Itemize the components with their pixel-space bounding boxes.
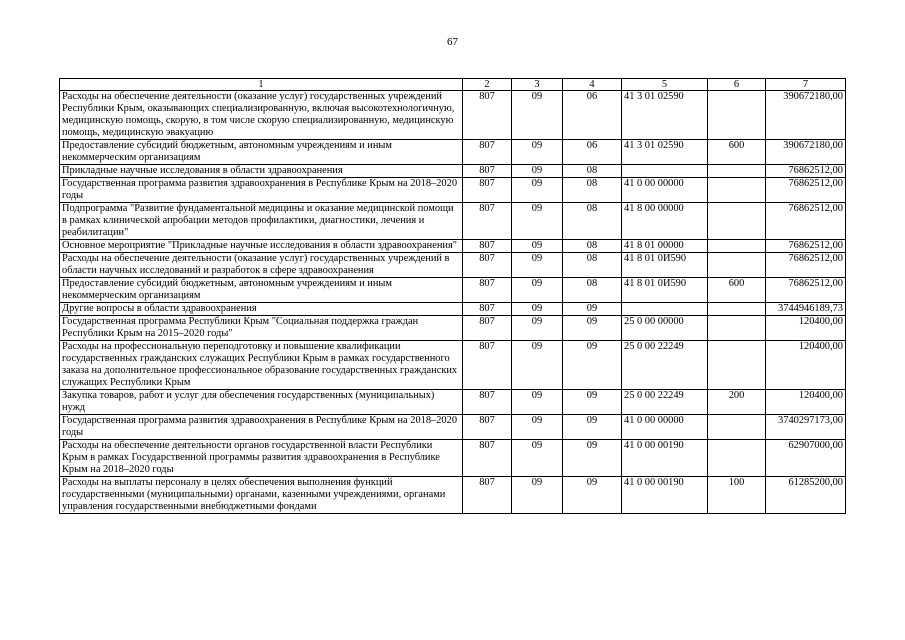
row-amount: 120400,00 (766, 390, 846, 415)
row-amount: 76862512,00 (766, 203, 846, 240)
row-subsection-code: 09 (563, 477, 622, 514)
table-row (60, 316, 846, 341)
row-target-code: 25 0 00 22249 (622, 341, 708, 390)
row-ministry-code: 807 (463, 440, 512, 477)
row-amount: 76862512,00 (766, 165, 846, 178)
row-ministry-code: 807 (463, 390, 512, 415)
row-section-code: 09 (512, 316, 563, 341)
row-section-code: 09 (512, 253, 563, 278)
table-row (60, 91, 846, 140)
header-col-5: 5 (622, 79, 708, 91)
row-section-code: 09 (512, 278, 563, 303)
row-section-code: 09 (512, 303, 563, 316)
row-ministry-code: 807 (463, 278, 512, 303)
row-target-code (622, 165, 708, 178)
row-ministry-code: 807 (463, 178, 512, 203)
row-target-code: 41 8 00 00000 (622, 203, 708, 240)
row-name: Закупка товаров, работ и услуг для обеспечения государственных (муниципальных) нужд (60, 390, 463, 415)
row-amount: 61285200,00 (766, 477, 846, 514)
row-subsection-code: 06 (563, 140, 622, 165)
header-col-4: 4 (563, 79, 622, 91)
header-col-7: 7 (766, 79, 846, 91)
row-section-code: 09 (512, 178, 563, 203)
row-amount: 76862512,00 (766, 240, 846, 253)
row-target-code: 25 0 00 00000 (622, 316, 708, 341)
row-expense-type: 600 (708, 278, 766, 303)
row-section-code: 09 (512, 203, 563, 240)
row-expense-type (708, 203, 766, 240)
row-section-code: 09 (512, 140, 563, 165)
row-target-code: 41 0 00 00000 (622, 178, 708, 203)
table-row (60, 253, 846, 278)
row-expense-type (708, 165, 766, 178)
row-amount: 76862512,00 (766, 253, 846, 278)
table-row (60, 240, 846, 253)
row-expense-type (708, 240, 766, 253)
header-col-2: 2 (463, 79, 512, 91)
row-target-code: 41 0 00 00190 (622, 477, 708, 514)
row-expense-type (708, 253, 766, 278)
row-target-code: 41 3 01 02590 (622, 91, 708, 140)
row-ministry-code: 807 (463, 140, 512, 165)
row-amount: 76862512,00 (766, 278, 846, 303)
row-name: Государственная программа развития здравоохранения в Республике Крым на 2018–2020 годы (60, 178, 463, 203)
row-ministry-code: 807 (463, 253, 512, 278)
row-ministry-code: 807 (463, 341, 512, 390)
table-row (60, 140, 846, 165)
row-ministry-code: 807 (463, 240, 512, 253)
row-target-code (622, 303, 708, 316)
row-section-code: 09 (512, 341, 563, 390)
row-subsection-code: 06 (563, 91, 622, 140)
row-target-code: 41 8 01 00000 (622, 240, 708, 253)
row-name: Предоставление субсидий бюджетным, автономным учреждениям и иным некоммерческим организациям (60, 140, 463, 165)
row-subsection-code: 08 (563, 178, 622, 203)
row-amount: 3744946189,73 (766, 303, 846, 316)
row-section-code: 09 (512, 440, 563, 477)
row-expense-type: 600 (708, 140, 766, 165)
row-expense-type (708, 91, 766, 140)
row-expense-type (708, 415, 766, 440)
row-amount: 120400,00 (766, 316, 846, 341)
row-amount: 76862512,00 (766, 178, 846, 203)
row-ministry-code: 807 (463, 316, 512, 341)
row-subsection-code: 08 (563, 253, 622, 278)
row-section-code: 09 (512, 165, 563, 178)
row-amount: 390672180,00 (766, 91, 846, 140)
table-row (60, 203, 846, 240)
table-row (60, 415, 846, 440)
table-row (60, 440, 846, 477)
row-amount: 120400,00 (766, 341, 846, 390)
header-col-3: 3 (512, 79, 563, 91)
table-row (60, 165, 846, 178)
header-col-6: 6 (708, 79, 766, 91)
row-amount: 62907000,00 (766, 440, 846, 477)
row-name: Расходы на обеспечение деятельности (оказание услуг) государственных учреждений в области научных исследований и разработок в сфере здравоохранения (60, 253, 463, 278)
row-target-code: 41 8 01 0И590 (622, 253, 708, 278)
row-name: Расходы на выплаты персоналу в целях обеспечения выполнения функций государственными (муниципальными) органами, казенными учреждениями, органами управления государственными внебюджетными фондами (60, 477, 463, 514)
table-row (60, 178, 846, 203)
row-name: Предоставление субсидий бюджетным, автономным учреждениям и иным некоммерческим организациям (60, 278, 463, 303)
row-expense-type: 200 (708, 390, 766, 415)
table-row (60, 390, 846, 415)
row-ministry-code: 807 (463, 165, 512, 178)
row-section-code: 09 (512, 477, 563, 514)
row-target-code: 41 3 01 02590 (622, 140, 708, 165)
row-section-code: 09 (512, 415, 563, 440)
row-subsection-code: 08 (563, 165, 622, 178)
table-row (60, 477, 846, 514)
header-row (60, 79, 846, 91)
row-section-code: 09 (512, 240, 563, 253)
row-ministry-code: 807 (463, 203, 512, 240)
row-amount: 390672180,00 (766, 140, 846, 165)
table-row (60, 341, 846, 390)
row-ministry-code: 807 (463, 415, 512, 440)
row-name: Расходы на обеспечение деятельности органов государственной власти Республики Крым в рамках Государственной программы развития здравоохранения в Республике Крым на 2018–2020 годы (60, 440, 463, 477)
row-subsection-code: 09 (563, 440, 622, 477)
row-subsection-code: 09 (563, 390, 622, 415)
row-name: Подпрограмма "Развитие фундаментальной медицины и оказание медицинской помощи в рамках клинической апробации методов профилактики, диагностики, лечения и реабилитации" (60, 203, 463, 240)
row-amount: 3740297173,00 (766, 415, 846, 440)
row-ministry-code: 807 (463, 91, 512, 140)
row-section-code: 09 (512, 91, 563, 140)
row-expense-type (708, 440, 766, 477)
row-ministry-code: 807 (463, 477, 512, 514)
table-row (60, 278, 846, 303)
row-target-code: 41 0 00 00190 (622, 440, 708, 477)
row-target-code: 41 8 01 0И590 (622, 278, 708, 303)
row-subsection-code: 09 (563, 303, 622, 316)
row-subsection-code: 08 (563, 278, 622, 303)
row-target-code: 41 0 00 00000 (622, 415, 708, 440)
row-subsection-code: 08 (563, 203, 622, 240)
row-target-code: 25 0 00 22249 (622, 390, 708, 415)
row-subsection-code: 09 (563, 415, 622, 440)
row-name: Расходы на обеспечение деятельности (оказание услуг) государственных учреждений Республики Крым, оказывающих специализированную, включая высокотехнологичную, медицинскую помощь, скорую, в том числе скорую специализированную, медицинскую помощь, медицинскую эвакуацию (60, 91, 463, 140)
row-name: Другие вопросы в области здравоохранения (60, 303, 463, 316)
row-name: Расходы на профессиональную переподготовку и повышение квалификации государственных гражданских служащих Республики Крым в рамках государственного заказа на дополнительное профессиональное образование государственных гражданских служащих Республики Крым (60, 341, 463, 390)
row-subsection-code: 08 (563, 240, 622, 253)
table-row (60, 303, 846, 316)
row-subsection-code: 09 (563, 316, 622, 341)
row-name: Основное мероприятие "Прикладные научные исследования в области здравоохранения" (60, 240, 463, 253)
row-name: Государственная программа развития здравоохранения в Республике Крым на 2018–2020 годы (60, 415, 463, 440)
row-name: Прикладные научные исследования в области здравоохранения (60, 165, 463, 178)
row-expense-type (708, 178, 766, 203)
row-section-code: 09 (512, 390, 563, 415)
row-expense-type (708, 341, 766, 390)
header-col-1: 1 (60, 79, 463, 91)
row-subsection-code: 09 (563, 341, 622, 390)
row-ministry-code: 807 (463, 303, 512, 316)
row-expense-type (708, 316, 766, 341)
row-expense-type: 100 (708, 477, 766, 514)
budget-table (59, 78, 846, 514)
row-expense-type (708, 303, 766, 316)
row-name: Государственная программа Республики Крым "Социальная поддержка граждан Республики Крым на 2015–2020 годы" (60, 316, 463, 341)
page-number: 67 (447, 36, 458, 48)
